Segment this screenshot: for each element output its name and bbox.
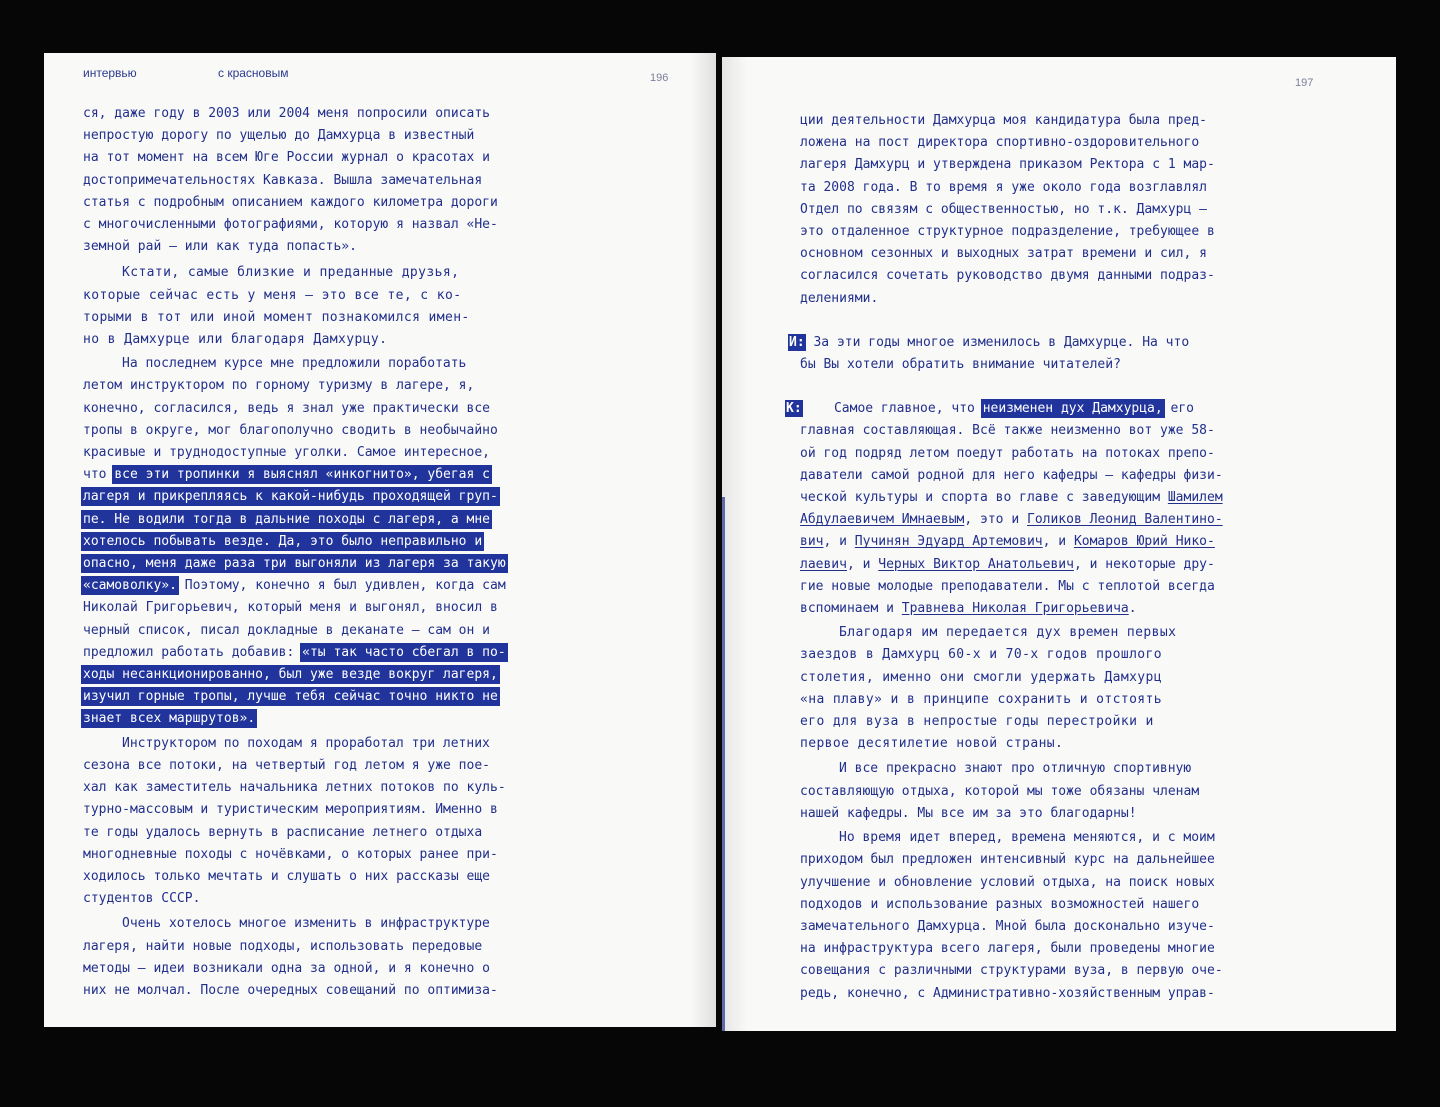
text-line: Николай Григорьевич, который меня и выгонял, вносил в [83,600,498,616]
highlighted-text: знает всех маршрутов». [83,711,256,727]
paragraph [800,758,1223,825]
text-span: , это и [964,512,1027,528]
text-line: нашей кафедры. Мы все им за это благодарны! [800,805,1137,821]
text-line: гие новые молодые преподаватели. Мы с теплотой всегда [800,578,1215,594]
respondent-marker: К: [786,401,802,417]
text-line: многодневные походы с ночёвками, о которых ранее при- [83,846,498,862]
text-line: И все прекрасно знают про отличную спортивную [839,761,1192,777]
text-line: земной рай — или как туда попасть». [83,239,357,255]
text-line: лагеря, найти новые подходы, использовать передовые [83,938,483,954]
right-text-column [786,110,1223,1005]
text-line [83,642,506,664]
text-span: . [1128,601,1137,617]
text-line: статья с подробным описанием каждого километра дороги [83,194,498,210]
pull-quote-line: его для вуза в непростые годы перестройки и [800,714,1154,730]
text-line: главная составляющая. Всё также неизменно вот уже 58- [800,423,1215,439]
text-line [788,332,1223,354]
highlighted-text: пе. Не водили тогда в дальние походы с лагеря, а мне [83,511,490,527]
interviewer-marker: И: [789,334,805,350]
text-line: достопримечательностях Кавказа. Вышла замечательная [83,172,483,188]
highlighted-text: ходы несанкционированно, был уже везде вокруг лагеря, [83,667,498,683]
running-header-title: с красновым [218,66,289,80]
text-line [785,398,1223,420]
gutter-shadow [690,53,716,1027]
text-line: На последнем курсе мне предложили поработать [122,356,467,372]
text-line: ой год подряд летом поедут работать на потоках препо- [800,445,1215,461]
text-line: методы — идеи возникали одна за одной, и я конечно о [83,960,490,976]
text-line: хал как заместитель начальника летних потоков по куль- [83,780,506,796]
text-line [800,531,1223,553]
text-line: с многочисленными фотографиями, которую я назвал «Не- [83,217,498,233]
text-span: За эти годы многое изменилось в Дамхурце. На что [813,334,1190,350]
text-line: красивые и труднодоступные уголки. Самое интересное, [83,445,490,461]
pull-quote-line: торыми в тот или иной момент познакомился имен- [83,309,470,325]
interview-question [789,332,1223,376]
name-link: Травнева Николая Григорьевича [901,601,1129,617]
text-line: ции деятельности Дамхурца моя кандидатура была пред- [800,113,1207,128]
name-link: Абдулаевичем Имнаевым [800,512,965,528]
text-line: конечно, согласился, ведь я знал уже практически все [83,400,490,416]
text-line: редь, конечно, с Административно-хозяйственным управ- [800,985,1215,1001]
text-line: тропы в округе, мог благополучно сводить в необычайно [83,422,498,438]
text-line: замечательного Дамхурца. Мной была досконально изуче- [800,918,1215,934]
paragraph [83,733,506,911]
text-line: подходов и использование разных возможностей нашего [800,896,1200,912]
spacer [800,310,1223,332]
highlighted-text: «ты так часто сбегал в по- [302,644,506,660]
paragraph [800,827,1223,1005]
text-line: сезона все потоки, на четвертый год летом я уже пое- [83,757,490,773]
page-number: 197 [1295,77,1314,89]
text-line [800,487,1223,509]
highlighted-text: «самоволку». [83,578,177,594]
name-link: Комаров Юрий Нико- [1073,534,1215,550]
pull-quote-line: Кстати, самые близкие и преданные друзья, [122,265,460,281]
left-page [44,53,716,1027]
name-link: Шамилем [1167,490,1223,506]
pull-quote-line: Благодаря им передается дух времен первых [839,625,1177,641]
text-line: те годы удалось вернуть в расписание летнего отдыха [83,824,483,840]
spacer [800,376,1223,398]
text-line: на тот момент на всем Юге России журнал о красотах и [83,150,490,166]
pull-quote-line: первое десятилетие новой страны. [800,736,1064,752]
paragraph [83,353,506,730]
text-span: Самое главное, что [833,401,983,417]
text-line [83,708,506,730]
text-line: делениями. [800,290,879,306]
running-header-section: интервью [83,66,137,80]
highlighted-text: лагеря и прикрепляясь к какой-нибудь проходящей груп- [83,489,498,505]
text-line: летом инструктором по горному туризму в лагере, я, [83,378,475,394]
text-span: предложил работать добавив: [83,644,303,660]
text-line [83,575,506,597]
page-number: 196 [650,72,669,84]
text-span: , и некоторые дру- [1073,556,1215,572]
left-text-column [83,103,506,1002]
text-span: ческой культуры и спорта во главе с заведующим [800,490,1168,506]
text-line [83,509,506,531]
text-span: , и [846,556,879,572]
pull-quote-line: столетия, именно они смогли удержать Дамхурц [800,669,1162,685]
highlighted-text: опасно, меня даже раза три выгоняли из лагеря за такую [83,556,506,572]
text-span: что [83,467,115,483]
text-line: ложена на пост директора спортивно-оздоровительного [800,135,1200,151]
text-line: основном сезонных и выходных затрат времени и сил, я [800,246,1207,262]
name-link: Черных Виктор Анатольевич [878,556,1074,572]
text-line: это отдаленное структурное подразделение, требующее в [800,224,1215,240]
pull-quote-line: которые сейчас есть у меня — это все те, с ко- [83,287,462,303]
text-line: Очень хотелось многое изменить в инфраструктуре [122,916,490,932]
paragraph [800,110,1223,310]
name-link: лаевич [800,556,847,572]
text-line: та 2008 года. В то время я уже около года возглавлял [800,179,1207,195]
highlighted-text: хотелось побывать везде. Да, это было неправильно и [83,533,483,549]
text-line [800,554,1223,576]
text-line: составляющую отдыха, которой мы тоже обязаны членам [800,783,1200,799]
interview-answer [786,398,1223,620]
name-link: Пучинян Эдуард Артемович [854,534,1043,550]
text-span: Поэтому, конечно я был удивлен, когда сам [176,578,506,594]
text-line [83,664,506,686]
text-line [800,509,1223,531]
paragraph [83,913,506,1002]
text-line: согласился сочетать руководство двумя данными подраз- [800,268,1215,284]
text-line: студентов СССР. [83,891,201,907]
gutter-shadow [722,57,748,1031]
text-line: черный список, писал докладные в деканате — сам он и [83,622,490,638]
text-line: приходом был предложен интенсивный курс на дальнейшее [800,852,1215,868]
pull-quote-line: заездов в Дамхурц 60-х и 70-х годов прошлого [800,647,1162,663]
pull-quote-line: «на плаву» и в принципе сохранить и отстоять [800,691,1162,707]
text-line [83,486,506,508]
name-link: Голиков Леонид Валентино- [1027,512,1223,528]
text-span: вспоминаем и [800,601,902,617]
pull-quote [800,622,1223,755]
text-line [83,686,506,708]
text-line [83,553,506,575]
text-line: них не молчал. После очередных совещаний по оптимиза- [83,982,498,998]
text-span: , и [823,534,855,550]
text-line: Отдел по связям с общественностью, но т.к. Дамхурц — [800,201,1207,217]
name-link: вич [800,534,824,550]
highlighted-text: неизменен дух Дамхурца, [982,401,1163,417]
text-line: бы Вы хотели обратить внимание читателей? [800,357,1121,373]
text-line: Но время идет вперед, времена меняются, и с моим [839,830,1215,846]
pull-quote-line: но в Дамхурце или благодаря Дамхурцу. [83,332,388,348]
text-line: непростую дорогу по ущелью до Дамхурца в известный [83,128,475,144]
text-line: ся, даже году в 2003 или 2004 меня попросили описать [83,106,490,121]
text-line [83,531,506,553]
text-line [800,598,1223,620]
right-page [722,57,1396,1031]
highlighted-text: все эти тропинки я выяснял «инкогнито», убегая с [114,467,490,483]
highlighted-text: изучил горные тропы, лучше тебя сейчас точно никто не [83,689,498,705]
text-line: Инструктором по походам я проработал три летних [122,735,490,751]
text-span: , и [1042,534,1074,550]
text-line: ходилось только мечтать и слушать о них рассказы еще [83,868,490,884]
paragraph [83,103,506,258]
text-line [83,464,506,486]
text-line: улучшение и обновление условий отдыха, на поиск новых [800,874,1215,890]
page-edge-strip [722,497,725,1031]
text-line: даватели самой родной для него кафедры — кафедры физи- [800,467,1223,483]
pull-quote [83,262,506,351]
text-span: его [1162,401,1195,417]
text-line: совещания с различными структурами вуза, в первую оче- [800,963,1223,979]
text-line: турно-массовым и туристическим мероприятиям. Именно в [83,802,498,818]
text-line: на инфраструктура всего лагеря, были проведены многие [800,941,1215,957]
text-line: лагеря Дамхурц и утверждена приказом Ректора с 1 мар- [800,157,1215,173]
